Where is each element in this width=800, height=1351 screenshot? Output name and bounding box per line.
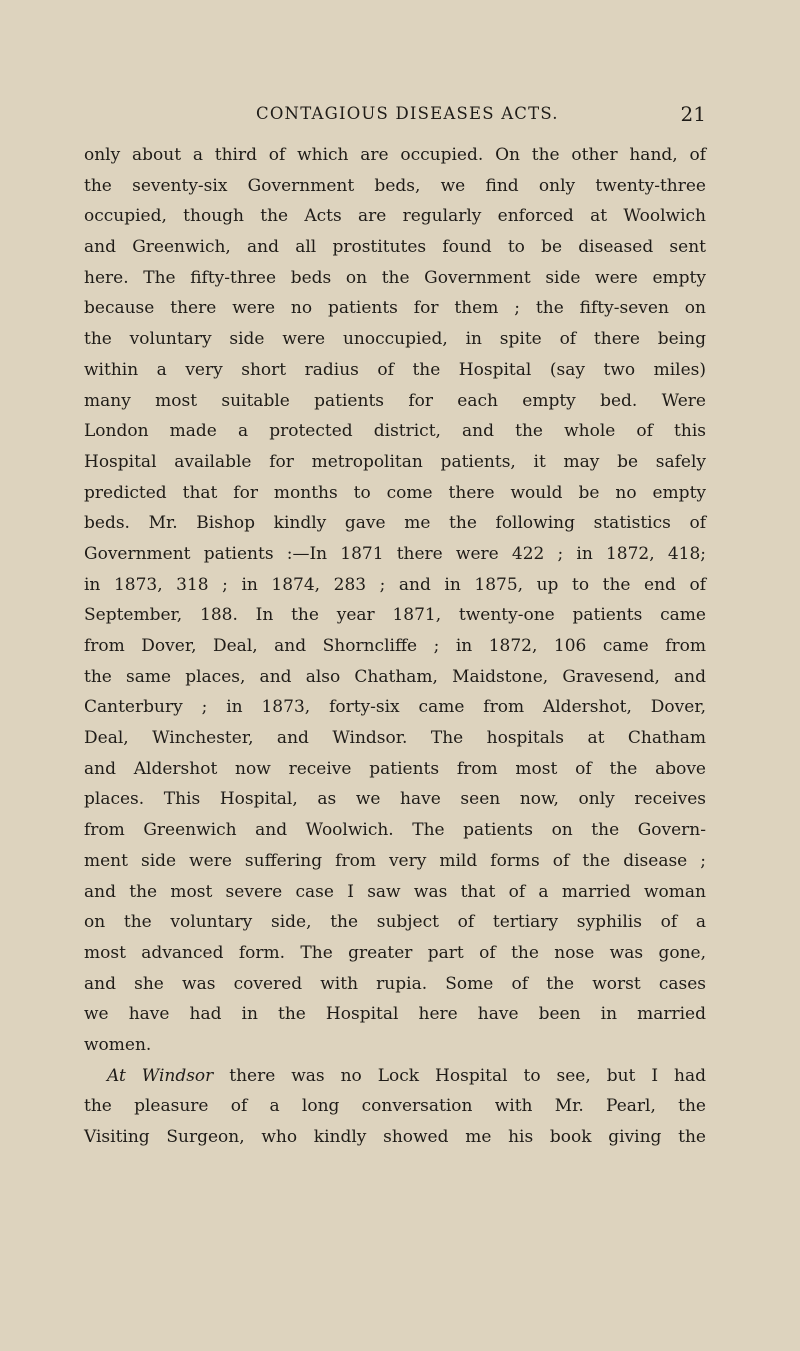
windsor-heading: At Windsor — [107, 1065, 214, 1086]
text-line: Canterbury ; in 1873, forty-six came from Aldershot, Dover, — [84, 697, 706, 718]
page-header — [84, 104, 706, 126]
text-line: occupied, though the Acts are regularly enforced at Woolwich — [84, 206, 706, 227]
text-line: from Greenwich and Woolwich. The patients on the Govern- — [84, 820, 706, 841]
text-line: from Dover, Deal, and Shorncliffe ; in 1872, 106 came from — [84, 636, 706, 656]
text-line: London made a protected district, and the whole of this — [84, 421, 706, 442]
running-head: CONTAGIOUS DISEASES ACTS. — [256, 104, 559, 123]
text-line: many most suitable patients for each empty bed. Were — [84, 390, 706, 411]
text-line: beds. Mr. Bishop kindly gave me the following statistics of — [84, 513, 706, 534]
text-line: Visiting Surgeon, who kindly showed me his book giving the — [84, 1127, 706, 1147]
text-line: and she was covered with rupia. Some of the worst cases — [84, 973, 706, 994]
windsor-paragraph-first-line — [84, 1061, 706, 1092]
text-line: predicted that for months to come there would be no empty — [84, 482, 706, 503]
text-line: the same places, and also Chatham, Maidstone, Gravesend, and — [84, 666, 706, 687]
text-line: ment side were suffering from very mild forms of the disease ; — [84, 850, 706, 871]
text-line: and the most severe case I saw was that of a married woman — [84, 881, 706, 902]
text-line: within a very short radius of the Hospital (say two miles) — [84, 359, 706, 380]
text-line: we have had in the Hospital here have been in married — [84, 1004, 706, 1025]
text-line: places. This Hospital, as we have seen now, only receives — [84, 789, 706, 810]
text-line: most advanced form. The greater part of the nose was gone, — [84, 942, 706, 963]
text-line: Government patients :—In 1871 there were 422 ; in 1872, 418; — [84, 543, 706, 564]
text-line: and Aldershot now receive patients from most of the above — [84, 758, 706, 779]
text-line: here. The fifty-three beds on the Government side were empty — [84, 267, 706, 288]
text-line: in 1873, 318 ; in 1874, 283 ; and in 1875, up to the end of — [84, 574, 706, 595]
text-line: women. — [84, 1034, 152, 1055]
body-text — [84, 140, 706, 1153]
text-line: the pleasure of a long conversation with Mr. Pearl, the — [84, 1096, 706, 1117]
page-number: 21 — [680, 102, 706, 126]
text-line: only about a third of which are occupied. On the other hand, of — [84, 145, 706, 165]
text-line: on the voluntary side, the subject of tertiary syphilis of a — [84, 912, 706, 933]
text-line: Deal, Winchester, and Windsor. The hospitals at Chatham — [84, 728, 706, 749]
text-line: the seventy-six Government beds, we find only twenty-three — [84, 175, 706, 196]
text-line: September, 188. In the year 1871, twenty-one patients came — [84, 605, 706, 626]
windsor-first-line-text: there was no Lock Hospital to see, but I had — [213, 1065, 706, 1086]
text-line: the voluntary side were unoccupied, in spite of there being — [84, 329, 706, 350]
text-line: and Greenwich, and all prostitutes found to be diseased sent — [84, 237, 706, 258]
text-line: Hospital available for metropolitan patients, it may be safely — [84, 451, 706, 472]
text-line: because there were no patients for them ; the fifty-seven on — [84, 298, 706, 319]
